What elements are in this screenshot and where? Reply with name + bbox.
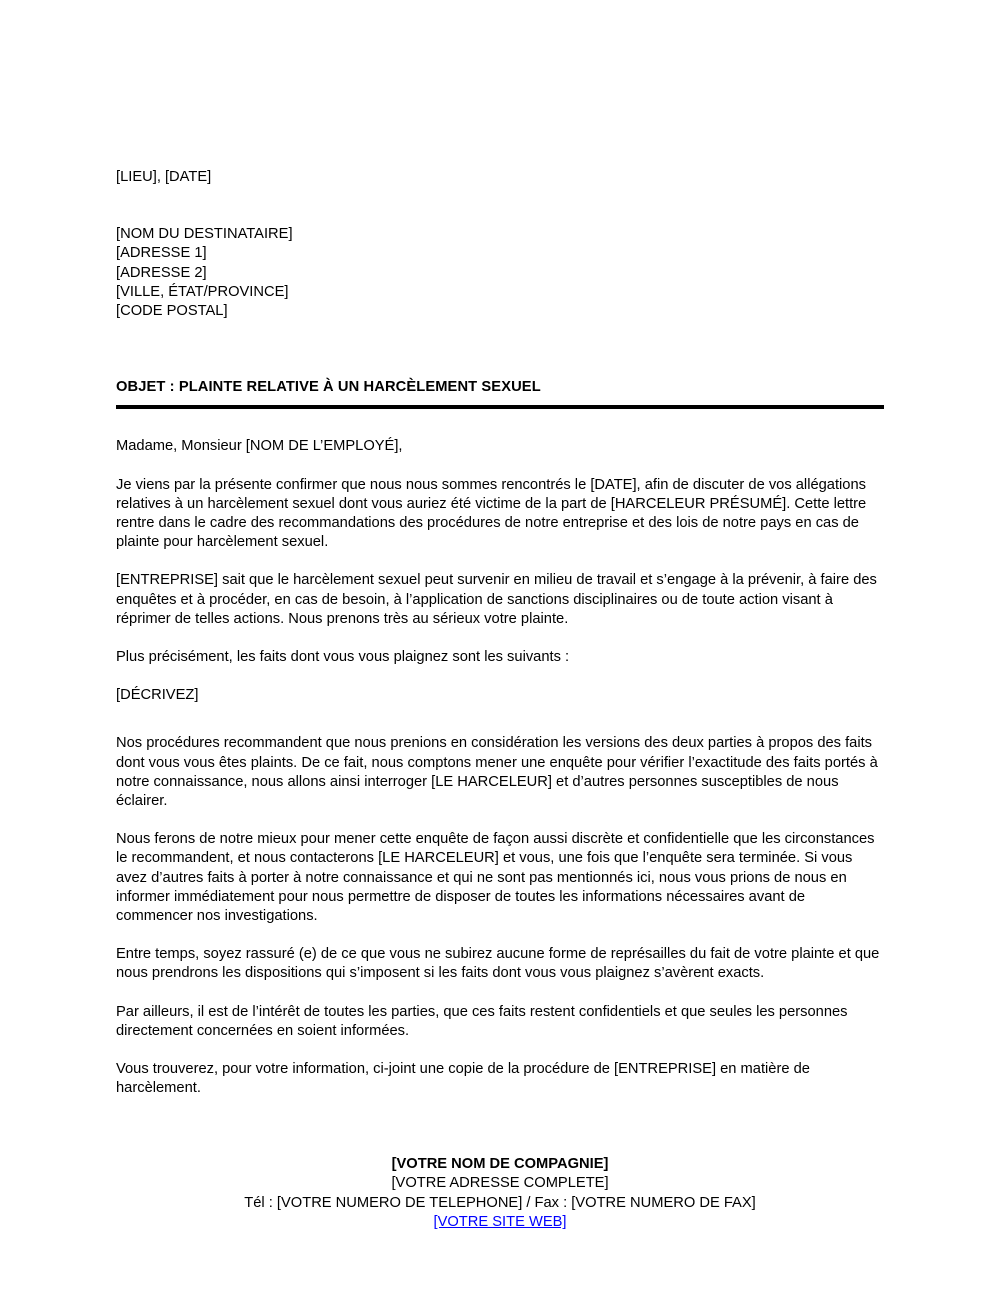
footer-contact: Tél : [VOTRE NUMERO DE TELEPHONE] / Fax : [VOTRE NUMERO DE FAX]	[244, 1194, 756, 1211]
paragraph-no-retaliation: Entre temps, soyez rassuré (e) de ce que vous ne subirez aucune forme de représailles du fait de votre plainte et que nous prendrons les dispositions qui s’imposent si les faits dont vous vous plaignez s’avèrent exacts.	[116, 946, 880, 982]
salutation: Madame, Monsieur [NOM DE L’EMPLOYÉ],	[116, 438, 403, 455]
spacer-after-describe	[116, 705, 884, 734]
paragraph-investigation-discretion: Nous ferons de notre mieux pour mener cette enquête de façon aussi discrète et confidentielle que les circonstances le recommandent, et nous contacterons [LE HARCELEUR] et vous, une fois que l’enquête sera terminée. Si vous avez d’autres faits à porter à notre connaissance et qui ne sont pas mentionnés ici, nous vous prions de nous en informer immédiatement pour nous permettre de disposer de toutes les informations nécessaires avant de commencer nos investigations.	[116, 831, 875, 925]
paragraph-attachment: Vous trouverez, pour votre information, ci-joint une copie de la procédure de [ENTREPRISE] en matière de harcèlement.	[116, 1061, 810, 1097]
recipient-address-2: [ADRESSE 2]	[116, 264, 207, 281]
paragraph-company-policy: [ENTREPRISE] sait que le harcèlement sexuel peut survenir en milieu de travail et s’engage à la prévenir, à faire des enquêtes et à procéder, en cas de besoin, à l’application de sanctions disciplinaires ou de toute action visant à réprimer de telles actions. Nous prenons très au sérieux votre plainte.	[116, 572, 877, 627]
footer-website-row	[116, 1213, 884, 1232]
spacer-after-date	[116, 187, 884, 225]
paragraph-describe-placeholder: [DÉCRIVEZ]	[116, 687, 199, 704]
footer-company-name: [VOTRE NOM DE COMPAGNIE]	[391, 1156, 609, 1172]
paragraph-meeting-confirmation: Je viens par la présente confirmer que nous nous sommes rencontrés le [DATE], afin de discuter de vos allégations relatives à un harcèlement sexuel dont vous auriez été victime de la part de [HARCELEUR PRÉSUMÉ]. Cette lettre rentre dans le cadre des recommandations des procédures de notre entreprise et des lois de notre pays en cas de plainte pour harcèlement sexuel.	[116, 476, 867, 551]
footer-address: [VOTRE ADRESSE COMPLETE]	[391, 1175, 609, 1192]
recipient-city-state: [VILLE, ÉTAT/PROVINCE]	[116, 283, 289, 300]
place-and-date: [LIEU], [DATE]	[116, 169, 212, 185]
recipient-address-1: [ADRESSE 1]	[116, 245, 207, 262]
paragraph-confidentiality: Par ailleurs, il est de l’intérêt de toutes les parties, que ces faits restent confidentiels et que seules les personnes directement concernées en soient informées.	[116, 1003, 848, 1039]
spacer-before-subject	[116, 321, 884, 378]
paragraph-procedures: Nos procédures recommandent que nous prenions en considération les versions des deux parties à propos des faits dont vous vous êtes plaints. De ce fait, nous comptons mener une enquête pour vérifier l’exactitude des faits portés à notre connaissance, nous allons ainsi interroger [LE HARCELEUR] et d’autres personnes susceptibles de nous éclairer.	[116, 735, 878, 810]
footer-website-link[interactable]: [VOTRE SITE WEB]	[433, 1214, 567, 1231]
paragraph-facts-intro: Plus précisément, les faits dont vous vous plaignez sont les suivants :	[116, 649, 570, 666]
letter-content	[116, 168, 884, 1099]
subject-line: OBJET : PLAINTE RELATIVE À UN HARCÈLEMENT SEXUEL	[116, 379, 541, 396]
spacer-after-subject	[116, 409, 884, 437]
letter-footer	[116, 1155, 884, 1233]
recipient-address-block	[116, 225, 884, 321]
recipient-name: [NOM DU DESTINATAIRE]	[116, 226, 293, 243]
subject-section	[116, 378, 884, 409]
recipient-postal-code: [CODE POSTAL]	[116, 303, 228, 320]
